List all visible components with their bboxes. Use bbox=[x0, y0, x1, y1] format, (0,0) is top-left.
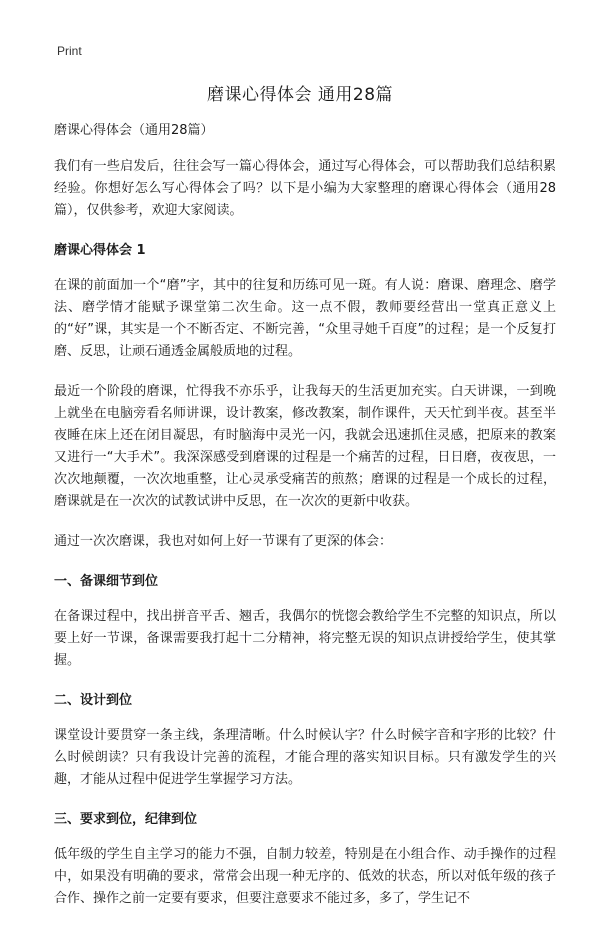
page-title: 磨课心得体会 通用28篇 bbox=[206, 85, 394, 105]
subheading-design: 二、设计到位 bbox=[54, 693, 133, 708]
paragraph-3: 通过一次次磨课，我也对如何上好一节课有了更深的体会： bbox=[54, 534, 393, 549]
intro-paragraph: 我们有一些启发后，往往会写一篇心得体会，通过写心得体会，可以帮助我们总结积累经验。你想好怎么写心得体会了吗？以下是小编为大家整理的磨课心得体会（通用28篇），仅供参考，欢迎大家阅读。 bbox=[54, 159, 556, 218]
paragraph-2: 最近一个阶段的磨课，忙得我不亦乐乎，让我每天的生活更加充实。白天讲课，一到晚上就坐在电脑旁看名师讲课，设计教案，修改教案，制作课件，天天忙到半夜。甚至半夜睡在床上还在闭目凝思，有时脑海中灵光一闪，我就会迅速抓住灵感，把原来的教案又进行一“大手术”。我深深感受到磨课的过程是一个痛苦的过程，日日磨，夜夜思，一次次地颠覆，一次次地重整，让心灵承受痛苦的煎熬；磨课的过程是一个成长的过程，磨课就是在一次次的试教试讲中反思，在一次次的更新中收获。 bbox=[54, 384, 556, 509]
subheading-discipline: 三、要求到位，纪律到位 bbox=[54, 812, 198, 827]
subheading-prep: 一、备课细节到位 bbox=[54, 574, 159, 589]
print-link[interactable]: Print bbox=[57, 44, 82, 58]
paragraph-1: 在课的前面加一个“磨”字，其中的往复和历练可见一斑。有人说：磨课、磨理念、磨学法、磨学情才能赋予课堂第二次生命。这一点不假，教师要经营出一堂真正意义上的“好”课，其实是一个不断否定、不断完善，“众里寻她千百度”的过程；是一个反复打磨、反思，让顽石通透金属般质地的过程。 bbox=[54, 278, 556, 359]
article-subtitle: 磨课心得体会（通用28篇） bbox=[54, 123, 214, 138]
article-body bbox=[54, 120, 556, 928]
section-heading-1: 磨课心得体会 1 bbox=[54, 243, 146, 258]
paragraph-discipline: 低年级的学生自主学习的能力不强，自制力较差，特别是在小组合作、动手操作的过程中，如果没有明确的要求，常常会出现一种无序的、低效的状态，所以对低年级的孩子合作、操作之前一定要有要求，但要注意要求不能过多，多了，学生记不 bbox=[54, 847, 556, 906]
paragraph-prep: 在备课过程中，找出拼音平舌、翘舌，我偶尔的恍惚会教给学生不完整的知识点，所以要上好一节课，备课需要我打起十二分精神，将完整无误的知识点讲授给学生，使其掌握。 bbox=[54, 609, 556, 668]
paragraph-design: 课堂设计要贯穿一条主线，条理清晰。什么时候认字？什么时候字音和字形的比较？什么时候朗读？只有我设计完善的流程，才能合理的落实知识目标。只有激发学生的兴趣，才能从过程中促进学生掌握学习方法。 bbox=[54, 728, 556, 787]
